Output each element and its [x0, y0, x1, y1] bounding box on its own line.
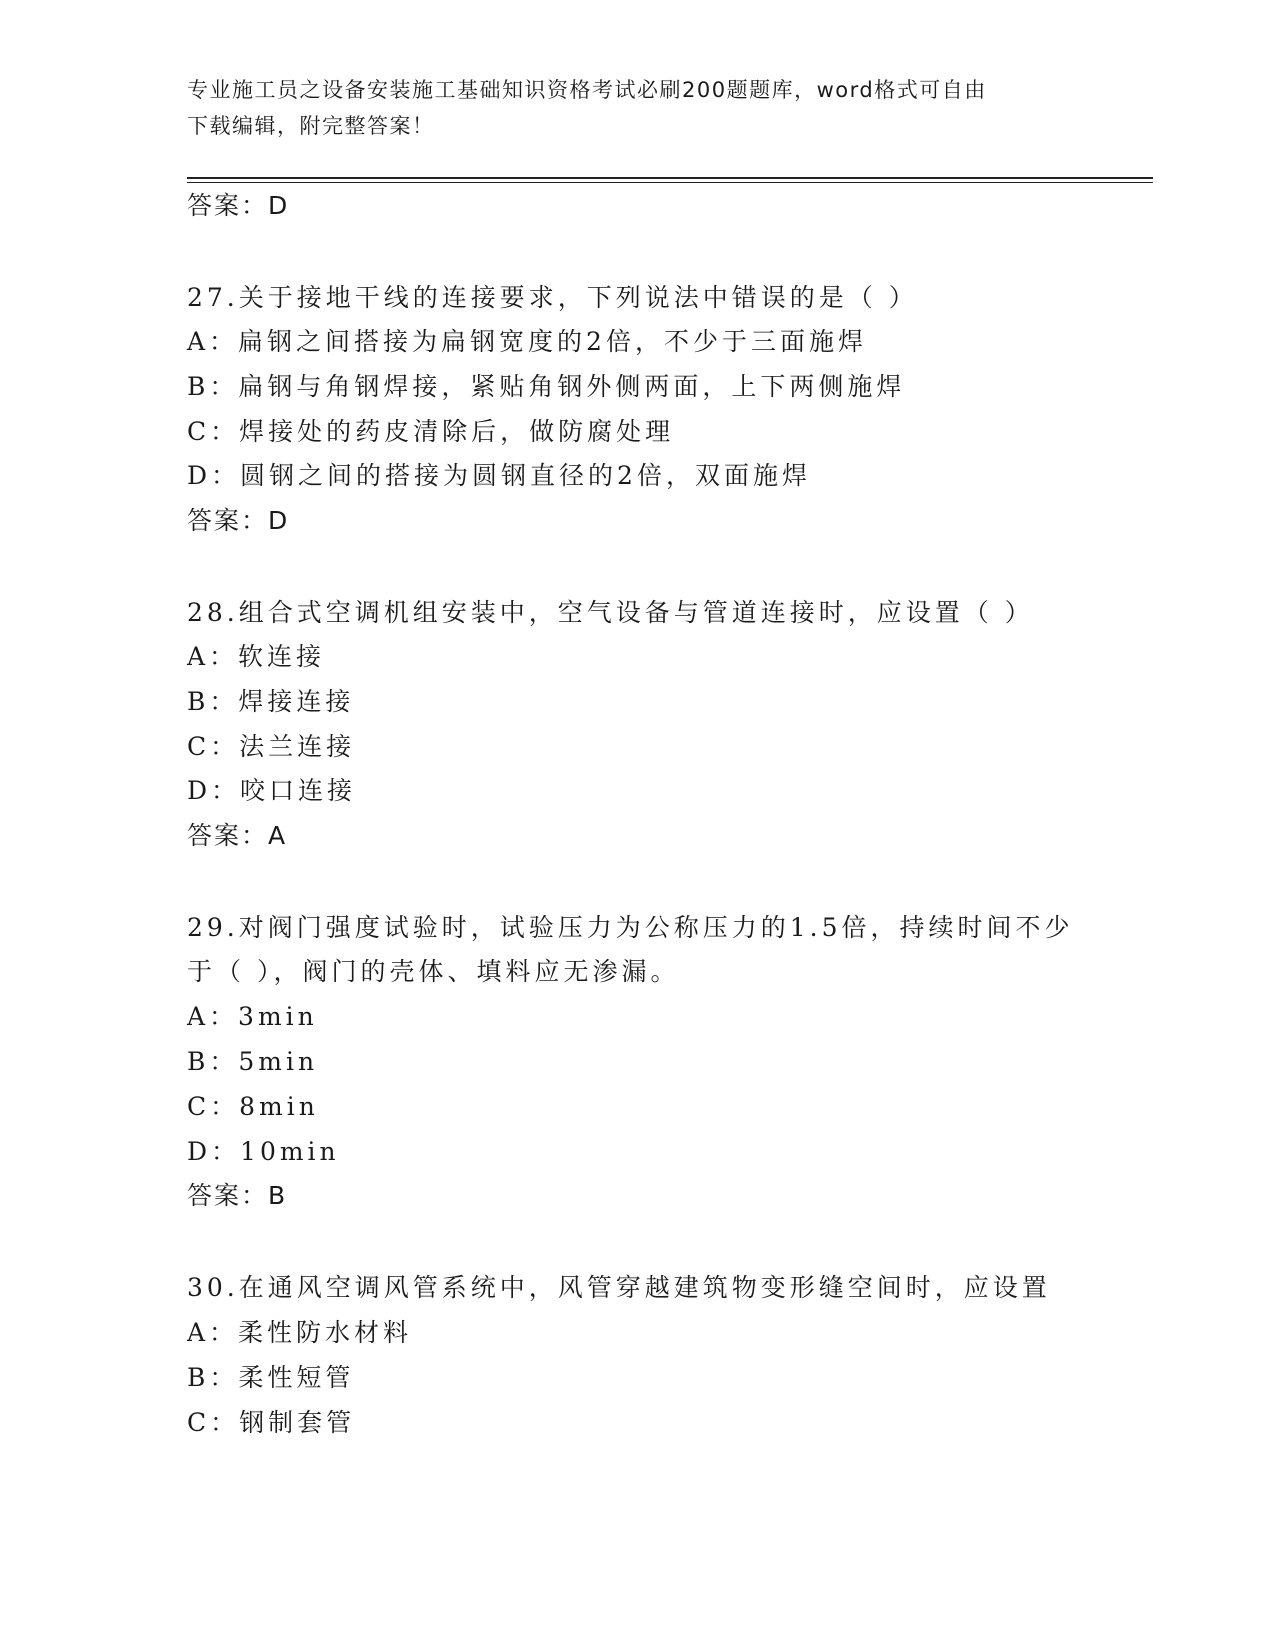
q29-option-b: B：5min	[187, 1047, 319, 1076]
header-rule-thick	[187, 177, 1153, 179]
q30-option-c: C：钢制套管	[187, 1408, 356, 1437]
q28-option-b: B：焊接连接	[187, 687, 355, 716]
q28-option-a: A：软连接	[187, 642, 326, 671]
q27-answer: 答案：D	[187, 506, 290, 535]
q28-answer: 答案：A	[187, 821, 288, 850]
q30-option-a: A：柔性防水材料	[187, 1318, 413, 1347]
q27-option-d: D：圆钢之间的搭接为圆钢直径的2倍，双面施焊	[187, 461, 811, 490]
q30-option-b: B：柔性短管	[187, 1363, 355, 1392]
q29-option-c: C：8min	[187, 1092, 319, 1121]
q28-option-c: C：法兰连接	[187, 732, 356, 761]
question-30: 30.在通风空调风管系统中，风管穿越建筑物变形缝空间时，应设置	[187, 1273, 1051, 1302]
question-27: 27.关于接地干线的连接要求，下列说法中错误的是（ ）	[187, 283, 918, 312]
question-29-line2: 于（ ），阀门的壳体、填料应无渗漏。	[187, 957, 680, 986]
q27-option-c: C：焊接处的药皮清除后，做防腐处理	[187, 417, 675, 446]
q29-answer: 答案：B	[187, 1181, 288, 1210]
q29-option-a: A：3min	[187, 1002, 318, 1031]
header-rule-thin	[187, 182, 1153, 183]
header-title-line1: 专业施工员之设备安装施工基础知识资格考试必刷200题题库，word格式可自由	[187, 78, 987, 102]
q29-option-d: D：10min	[187, 1137, 340, 1166]
q28-option-d: D：咬口连接	[187, 776, 357, 805]
document-header	[187, 72, 1087, 144]
q27-option-b: B：扁钢与角钢焊接，紧贴角钢外侧两面，上下两侧施焊	[187, 372, 906, 401]
q27-option-a: A：扁钢之间搭接为扁钢宽度的2倍，不少于三面施焊	[187, 327, 867, 356]
question-28: 28.组合式空调机组安装中，空气设备与管道连接时，应设置（ ）	[187, 598, 1034, 627]
answer-top: 答案：D	[187, 191, 290, 220]
question-29-line1: 29.对阀门强度试验时，试验压力为公称压力的1.5倍，持续时间不少	[187, 913, 1074, 942]
header-title-line2: 下载编辑，附完整答案！	[187, 114, 435, 138]
